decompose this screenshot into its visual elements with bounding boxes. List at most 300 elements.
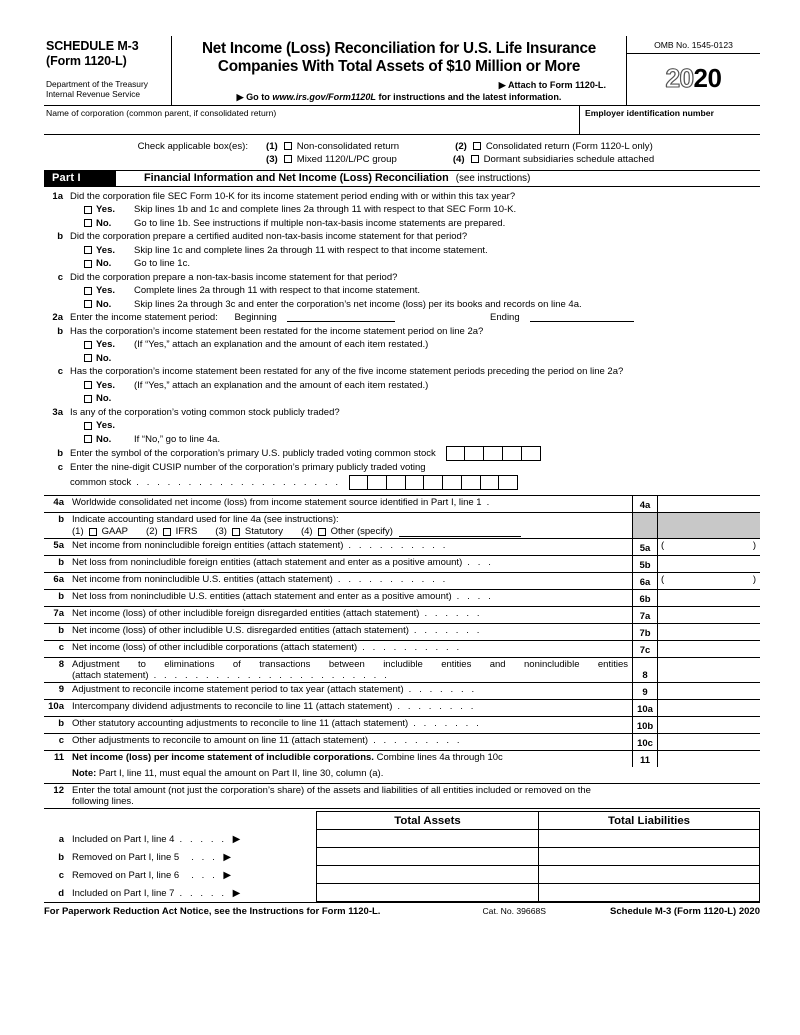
ticker-cell-1[interactable] — [446, 446, 466, 461]
checkbox-option-3-label: Mixed 1120/L/PC group — [296, 153, 397, 165]
checkbox-option-1[interactable] — [266, 141, 399, 152]
checkbox-icon-consolidated[interactable] — [473, 142, 481, 150]
accounting-standard-options — [44, 525, 521, 537]
cusip-input[interactable] — [349, 475, 519, 490]
row-5a-text: Net income from nonincludible foreign entities (attach statement) — [72, 540, 344, 552]
row-5b-dots: . . . — [467, 557, 494, 569]
assets-row-b — [44, 848, 760, 866]
question-1b-num: b — [57, 231, 63, 243]
ticker-cell-4[interactable] — [502, 446, 522, 461]
assets-header-spacer — [44, 811, 316, 830]
part-one-title-note: (see instructions) — [455, 172, 531, 184]
row-6a-desc — [44, 573, 632, 589]
question-2a — [44, 311, 760, 324]
accounting-standard-other-num: (4) — [300, 526, 313, 538]
checkbox-option-4-label: Dormant subsidiaries schedule attached — [483, 153, 655, 165]
row-6b-text: Net loss from nonincludible U.S. entities (attach statement and enter as a positive amount) — [72, 591, 452, 603]
arrow-icon-assets-row-b: ▶ — [223, 851, 232, 863]
row-7b-text: Net income (loss) of other includible U.S. disregarded entities (attach statement) — [72, 625, 409, 637]
accounting-standard-other[interactable] — [301, 526, 521, 537]
row-4b-desc — [44, 513, 632, 538]
question-1b-yes-text: Skip line 1c and complete lines 2a through 11 with respect to that income statement. — [134, 244, 488, 256]
assets-row-d-total-assets-input[interactable] — [316, 884, 538, 902]
row-4b-value-shaded — [658, 513, 760, 538]
question-1c-yes[interactable] — [44, 284, 760, 297]
arrow-icon-assets-row-d: ▶ — [232, 887, 241, 899]
question-1c-no-label: No. — [96, 298, 112, 310]
row-11-ref: 11 — [632, 751, 658, 767]
question-1a — [44, 190, 760, 203]
assets-row-c-total-liabilities-input[interactable] — [538, 866, 760, 884]
row-12-desc — [44, 784, 760, 808]
row-4a-value-input[interactable] — [658, 496, 760, 512]
accounting-standard-ifrs-label: IFRS — [175, 526, 198, 538]
schedule-name — [46, 39, 165, 70]
row-4a-desc — [44, 496, 632, 512]
row-10b-dots: . . . . . . . — [413, 718, 482, 730]
row-6a-text: Net income from nonincludible U.S. entities (attach statement) — [72, 574, 333, 586]
row-7a-ref: 7a — [632, 607, 658, 623]
header-omb-block — [626, 36, 760, 105]
question-1a-num: 1a — [52, 190, 63, 202]
assets-row-d-total-liabilities-input[interactable] — [538, 884, 760, 902]
checkbox-icon-nonconsolidated[interactable] — [284, 142, 292, 150]
form-header — [44, 36, 760, 106]
name-of-corporation-label: Name of corporation (common parent, if consolidated return) — [46, 107, 277, 118]
checkbox-option-4[interactable] — [453, 154, 654, 165]
row-7b-letter: b — [58, 625, 64, 637]
assets-row-b-dots: . . . — [191, 851, 218, 863]
assets-row-a-text: Included on Part I, line 4 — [72, 833, 175, 845]
table-row-5a — [44, 539, 760, 556]
question-2b-text: Has the corporation’s income statement been restated for the income statement period on line 2a? — [70, 325, 484, 337]
schedule-name-line1: SCHEDULE M-3 — [46, 39, 139, 53]
question-1c-text: Did the corporation prepare a non-tax-basis income statement for that period? — [70, 271, 398, 283]
question-1a-no[interactable] — [44, 217, 760, 230]
assets-row-a-total-liabilities-input[interactable] — [538, 830, 760, 848]
assets-row-c-dots: . . . — [191, 869, 218, 881]
row-5a-dots: . . . . . . . . . . — [348, 540, 448, 552]
schedule-name-line2: (Form 1120-L) — [46, 54, 127, 69]
row-11-note-label: Note: — [72, 768, 97, 780]
question-3c-text-line1: Enter the nine-digit CUSIP number of the corporation’s primary publicly traded voting — [70, 461, 426, 473]
assets-row-a-dots: . . . . . — [179, 833, 227, 845]
row-8-letter: 8 — [58, 659, 64, 671]
row-10c-desc — [44, 734, 632, 750]
checkbox-icon-2b-yes[interactable] — [84, 341, 92, 349]
question-2c-no[interactable] — [44, 392, 760, 405]
row-7c-desc — [44, 641, 632, 657]
question-1a-yes[interactable] — [44, 203, 760, 216]
checkbox-icon-2c-no[interactable] — [84, 395, 92, 403]
row-7b-ref: 7b — [632, 624, 658, 640]
checkbox-icon-mixed-group[interactable] — [284, 155, 292, 163]
row-11-rest-text: Combine lines 4a through 10c — [376, 752, 503, 764]
assets-row-a-total-assets-input[interactable] — [316, 830, 538, 848]
row-7a-desc — [44, 607, 632, 623]
table-row-10b — [44, 717, 760, 734]
arrow-icon-assets-row-a: ▶ — [232, 833, 241, 845]
row-5b-text: Net loss from nonincludible foreign entities (attach statement and enter as a positive amount) — [72, 557, 463, 569]
question-2c-yes[interactable] — [44, 379, 760, 392]
assets-row-b-label — [44, 848, 316, 866]
assets-liabilities-table — [44, 811, 760, 902]
row-6b-ref: 6b — [632, 590, 658, 606]
table-row-7a — [44, 607, 760, 624]
question-1a-yes-text: Skip lines 1b and 1c and complete lines 2a through 11 with respect to that SEC Form 10-K. — [134, 204, 517, 216]
ending-input[interactable] — [530, 311, 634, 322]
row-12-letter: 12 — [53, 785, 64, 797]
row-9-letter: 9 — [58, 684, 64, 696]
question-1c-no-text: Skip lines 2a through 3c and enter the corporation’s net income (loss) per its books and records on line 4a. — [134, 298, 582, 310]
row-8-line2 — [44, 670, 628, 681]
table-row-5b — [44, 556, 760, 573]
question-1b-text: Did the corporation prepare a certified audited non-tax-basis income statement for that period? — [70, 231, 468, 243]
assets-row-a-letter: a — [58, 833, 64, 845]
row-8-letter-spacer — [44, 670, 72, 681]
question-3a-no-label: No. — [96, 433, 112, 445]
checkbox-icon-1a-no[interactable] — [84, 219, 92, 227]
row-5a-desc — [44, 539, 632, 555]
question-3a — [44, 406, 760, 419]
row-6a-value-input[interactable] — [658, 573, 760, 589]
question-3c-num: c — [57, 461, 63, 473]
part-one-header — [44, 170, 760, 187]
row-7b-dots: . . . . . . . — [413, 625, 483, 637]
checkbox-icon-2c-yes[interactable] — [84, 381, 92, 389]
income-reconciliation-table — [44, 495, 760, 809]
row-10b-letter: b — [58, 718, 64, 730]
accounting-standard-other-input[interactable] — [399, 526, 521, 537]
row-4b-ref — [632, 513, 658, 538]
row-5a-value-input[interactable] — [658, 539, 760, 555]
accounting-standard-gaap-label: GAAP — [101, 526, 129, 538]
assets-header-row — [44, 811, 760, 830]
row-4a-letter: 4a — [53, 497, 64, 509]
name-of-corporation-field[interactable] — [44, 106, 580, 134]
question-3c-body — [70, 461, 760, 490]
row-10a-desc — [44, 700, 632, 716]
row-11-note-text: Part I, line 11, must equal the amount on Part II, line 30, column (a). — [98, 768, 384, 780]
checkbox-option-3[interactable] — [266, 154, 397, 165]
cusip-cell-5[interactable] — [423, 475, 443, 490]
row-6a-ref: 6a — [632, 573, 658, 589]
row-12-letter-spacer — [44, 796, 72, 807]
question-1c-yes-text: Complete lines 2a through 11 with respect to that income statement. — [134, 285, 421, 297]
row-7c-letter: c — [58, 642, 64, 654]
table-row-7b — [44, 624, 760, 641]
row-9-body — [72, 684, 628, 695]
assets-row-c-label — [44, 866, 316, 884]
cusip-cell-3[interactable] — [386, 475, 406, 490]
question-1a-text: Did the corporation file SEC Form 10-K for its income statement period ending with or within this tax year? — [70, 190, 516, 202]
row-10b-value-input[interactable] — [658, 717, 760, 733]
row-10a-value-input[interactable] — [658, 700, 760, 716]
row-4a-dots: . — [486, 497, 492, 509]
row-7b-body — [72, 625, 628, 636]
row-6a-paren-left: ( — [661, 574, 665, 586]
row-6b-value-input[interactable] — [658, 590, 760, 606]
part-one-tag: Part I — [44, 171, 116, 186]
table-row-10a — [44, 700, 760, 717]
assets-row-a-text-wrap — [72, 834, 316, 845]
row-10c-ref: 10c — [632, 734, 658, 750]
goto-instruction — [178, 92, 620, 103]
row-6b-body — [72, 591, 628, 602]
row-5a-ref: 5a — [632, 539, 658, 555]
question-1c-no[interactable] — [44, 298, 760, 311]
assets-row-d — [44, 884, 760, 902]
checkbox-row-1 — [44, 141, 760, 152]
checkbox-option-2-label: Consolidated return (Form 1120-L only) — [485, 140, 653, 152]
part-one-title-wrap — [116, 171, 760, 186]
header-title-block — [172, 36, 626, 105]
question-2c-text: Has the corporation’s income statement been restated for any of the five income statement periods preceding the period on line 2a? — [70, 366, 624, 378]
assets-row-c-total-assets-input[interactable] — [316, 866, 538, 884]
row-8-desc — [44, 658, 632, 682]
checkbox-row-2 — [44, 154, 760, 165]
footer-catalog-number: Cat. No. 39668S — [482, 906, 547, 917]
row-9-dots: . . . . . . . — [408, 684, 477, 696]
row-9-text: Adjustment to reconcile income statement period to tax year (attach statement) — [72, 684, 404, 696]
accounting-standard-statutory-label: Statutory — [244, 526, 283, 538]
table-row-8 — [44, 658, 760, 683]
assets-row-b-total-liabilities-input[interactable] — [538, 848, 760, 866]
row-4a-body — [72, 497, 628, 508]
assets-row-b-text: Removed on Part I, line 5 — [72, 851, 180, 863]
row-11-body — [72, 752, 628, 763]
checkbox-option-3-num: (3) — [266, 153, 278, 165]
question-2b-num: b — [57, 325, 63, 337]
question-1a-no-text: Go to line 1b. See instructions if multiple non-tax-basis income statements are prepared. — [134, 217, 506, 229]
goto-url[interactable]: www.irs.gov/Form1120L — [272, 91, 376, 102]
accounting-standard-ifrs[interactable] — [146, 526, 197, 537]
question-2b-no-label: No. — [96, 352, 112, 364]
form-title — [178, 40, 620, 76]
accounting-standard-gaap[interactable] — [72, 526, 128, 537]
question-1c-yes-label: Yes. — [96, 285, 116, 297]
checkbox-icon-3a-no[interactable] — [84, 435, 92, 443]
row-7c-ref: 7c — [632, 641, 658, 657]
tax-year — [665, 63, 722, 94]
accounting-standard-other-label: Other (specify) — [330, 526, 393, 538]
ticker-cell-3[interactable] — [483, 446, 503, 461]
attach-instruction: ▶ Attach to Form 1120-L. — [498, 79, 606, 90]
question-3c-line2-wrap — [70, 475, 760, 490]
question-1b — [44, 230, 760, 243]
assets-row-d-text: Included on Part I, line 7 — [72, 887, 175, 899]
goto-suffix: for instructions and the latest information. — [378, 91, 562, 102]
question-1c — [44, 271, 760, 284]
row-11-note-val — [658, 767, 760, 783]
header-schedule-block — [44, 36, 172, 105]
footer-paperwork-notice: For Paperwork Reduction Act Notice, see the Instructions for Form 1120-L. — [44, 906, 381, 918]
checkbox-option-2[interactable] — [455, 141, 653, 152]
checkbox-icon-1b-yes[interactable] — [84, 246, 92, 254]
row-5b-ref: 5b — [632, 556, 658, 572]
question-3b-num: b — [57, 447, 63, 459]
table-row-12 — [44, 784, 760, 808]
table-row-9 — [44, 683, 760, 700]
row-10a-text: Intercompany dividend adjustments to reconcile to line 11 (attach statement) — [72, 701, 393, 713]
checkbox-icon-1a-yes[interactable] — [84, 206, 92, 214]
row-6a-letter: 6a — [53, 574, 64, 586]
question-2c-yes-text: (If “Yes,” attach an explanation and the amount of each item restated.) — [134, 379, 429, 391]
question-3b — [44, 446, 760, 461]
row-10b-text: Other statutory accounting adjustments to reconcile to line 11 (attach statement) — [72, 718, 409, 730]
row-8-text-line2: (attach statement) — [72, 670, 149, 682]
row-4b-line1 — [44, 514, 628, 525]
question-1b-no[interactable] — [44, 257, 760, 270]
row-7b-value-input[interactable] — [658, 624, 760, 640]
row-10c-letter: c — [58, 735, 64, 747]
assets-row-c-text-wrap — [72, 870, 316, 881]
cusip-cell-7[interactable] — [461, 475, 481, 490]
row-5a-body — [72, 540, 628, 551]
row-12-line1 — [44, 785, 756, 796]
accounting-standard-statutory[interactable] — [215, 526, 283, 537]
table-row-6b — [44, 590, 760, 607]
row-9-value-input[interactable] — [658, 683, 760, 699]
cusip-cell-8[interactable] — [480, 475, 500, 490]
checkbox-option-1-label: Non-consolidated return — [296, 140, 400, 152]
row-8-line1 — [44, 659, 628, 670]
table-row-10c — [44, 734, 760, 751]
cusip-cell-4[interactable] — [405, 475, 425, 490]
question-2b — [44, 325, 760, 338]
row-6b-dots: . . . . — [456, 591, 494, 603]
assets-row-c-letter: c — [58, 869, 64, 881]
question-2c — [44, 365, 760, 378]
row-10b-ref: 10b — [632, 717, 658, 733]
row-11-value-input[interactable] — [658, 751, 760, 767]
row-7c-dots: . . . . . . . . . . — [362, 642, 462, 654]
beginning-input[interactable] — [287, 311, 395, 322]
question-2a-text: Enter the income statement period: — [70, 312, 218, 324]
row-6a-paren-right: ) — [752, 574, 756, 586]
department-line2: Internal Revenue Service — [46, 89, 141, 100]
row-10c-dots: . . . . . . . . . — [373, 735, 463, 747]
question-3a-no[interactable] — [44, 433, 760, 446]
assets-row-b-total-assets-input[interactable] — [316, 848, 538, 866]
ticker-symbol-input[interactable] — [446, 446, 541, 461]
row-5a-paren-right: ) — [752, 540, 756, 552]
checkbox-icon-1c-no[interactable] — [84, 300, 92, 308]
tax-year-hollow: 20 — [665, 63, 694, 94]
assets-row-d-label — [44, 884, 316, 902]
question-1b-no-label: No. — [96, 258, 112, 270]
checkbox-option-2-num: (2) — [455, 140, 467, 152]
row-10a-dots: . . . . . . . . — [397, 701, 476, 713]
row-8-value-input[interactable] — [658, 658, 760, 682]
cusip-cell-6[interactable] — [442, 475, 462, 490]
checkbox-icon-other[interactable] — [318, 528, 326, 536]
cusip-cell-2[interactable] — [367, 475, 387, 490]
row-10c-value-input[interactable] — [658, 734, 760, 750]
row-7c-text: Net income (loss) of other includible corporations (attach statement) — [72, 642, 358, 654]
arrow-icon-assets-row-c: ▶ — [223, 869, 232, 881]
checkbox-option-4-num: (4) — [452, 153, 465, 165]
accounting-standard-ifrs-num: (2) — [146, 526, 158, 538]
question-2a-num: 2a — [52, 312, 63, 324]
row-5b-value-input[interactable] — [658, 556, 760, 572]
ticker-cell-5[interactable] — [521, 446, 541, 461]
row-7a-value-input[interactable] — [658, 607, 760, 623]
checkbox-icon-statutory[interactable] — [232, 528, 240, 536]
row-8-body2 — [72, 670, 628, 681]
row-8-dots: . . . . . . . . . . . . . . . . . . . . . . . — [153, 670, 390, 682]
row-6a-dots: . . . . . . . . . . . — [337, 574, 448, 586]
row-5a-paren-left: ( — [661, 540, 665, 552]
footer-schedule-id: Schedule M-3 (Form 1120-L) 2020 — [610, 906, 760, 918]
checkbox-icon-ifrs[interactable] — [163, 528, 171, 536]
row-5a-letter: 5a — [53, 540, 64, 552]
row-11-letter: 11 — [53, 752, 64, 764]
assets-col-header-total-liabilities: Total Liabilities — [538, 811, 760, 830]
assets-row-d-dots: . . . . . — [179, 887, 227, 899]
question-1b-no-text: Go to line 1c. — [134, 258, 190, 270]
row-4b-text: Indicate accounting standard used for line 4a (see instructions): — [72, 514, 339, 526]
omb-number: OMB No. 1545-0123 — [627, 36, 760, 54]
row-11-bold-text: Net income (loss) per income statement of includible corporations. — [72, 752, 374, 764]
row-5b-body — [72, 557, 628, 568]
checkbox-icon-1b-no[interactable] — [84, 260, 92, 268]
row-5b-desc — [44, 556, 632, 572]
checkbox-icon-dormant-subsidiaries[interactable] — [471, 155, 479, 163]
row-7a-letter: 7a — [53, 608, 64, 620]
check-applicable-boxes — [44, 135, 760, 170]
checkbox-icon-2b-no[interactable] — [84, 354, 92, 362]
accounting-standard-gaap-num: (1) — [72, 526, 84, 538]
row-12-text-line2: following lines. — [72, 796, 134, 808]
form-title-line2: Companies With Total Assets of $10 Million or More — [217, 57, 581, 75]
checkbox-option-1-num: (1) — [266, 140, 278, 152]
row-6b-letter: b — [58, 591, 64, 603]
assets-col-header-total-assets: Total Assets — [316, 811, 538, 830]
table-row-4a — [44, 496, 760, 513]
question-3c-dots: . . . . . . . . . . . . . . . . . . . . — [136, 477, 341, 489]
row-7c-value-input[interactable] — [658, 641, 760, 657]
ein-field[interactable] — [580, 106, 760, 134]
question-3a-yes[interactable] — [44, 419, 760, 432]
row-10a-letter: 10a — [48, 701, 64, 713]
question-2b-yes[interactable] — [44, 338, 760, 351]
question-1a-no-label: No. — [96, 217, 112, 229]
assets-row-d-text-wrap — [72, 888, 316, 899]
question-2b-no[interactable] — [44, 352, 760, 365]
question-3c-text-line2: common stock — [70, 477, 132, 489]
assets-row-c — [44, 866, 760, 884]
row-7a-dots: . . . . . . — [424, 608, 483, 620]
form-footer — [44, 902, 760, 917]
question-1b-yes[interactable] — [44, 244, 760, 257]
row-10a-body — [72, 701, 628, 712]
row-11-note-ref — [632, 767, 658, 783]
row-6b-desc — [44, 590, 632, 606]
checkbox-icon-gaap[interactable] — [89, 528, 97, 536]
checkbox-icon-1c-yes[interactable] — [84, 287, 92, 295]
row-4a-text: Worldwide consolidated net income (loss) from income statement source identified in Part I, line 1 — [72, 497, 482, 509]
corporation-name-band — [44, 106, 760, 135]
assets-row-d-letter: d — [58, 887, 64, 899]
cusip-cell-1[interactable] — [349, 475, 369, 490]
cusip-cell-9[interactable] — [498, 475, 518, 490]
ticker-cell-2[interactable] — [464, 446, 484, 461]
questions-block — [44, 187, 760, 491]
row-10c-body — [72, 735, 628, 746]
checkbox-icon-3a-yes[interactable] — [84, 422, 92, 430]
question-2c-yes-label: Yes. — [96, 379, 116, 391]
